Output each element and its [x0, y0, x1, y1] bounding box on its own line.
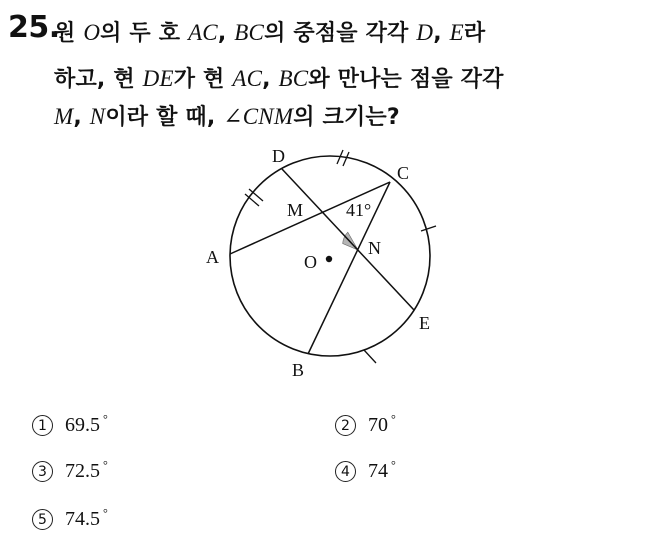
- text-segment: 와 만나는 점을 각각: [308, 67, 504, 92]
- circle-diagram: [190, 138, 460, 388]
- choice-3[interactable]: [32, 458, 108, 483]
- text-segment: 의 두 호: [100, 21, 189, 46]
- math-symbol: M: [54, 104, 74, 129]
- point-label-o: O: [304, 252, 317, 272]
- choice-5[interactable]: [32, 506, 108, 531]
- choice-value: 74: [368, 460, 388, 482]
- text-segment: 가 현: [173, 67, 233, 92]
- choice-4[interactable]: [335, 458, 396, 483]
- math-symbol: BC: [234, 20, 265, 45]
- choice-marker: 5: [32, 509, 53, 530]
- text-segment: 라: [463, 21, 486, 46]
- point-label-a: A: [206, 247, 219, 267]
- angle-label: 41°: [346, 200, 372, 220]
- text-segment: 하고, 현: [54, 67, 143, 92]
- choice-marker: 3: [32, 461, 53, 482]
- point-label-n: N: [368, 238, 381, 258]
- choice-2[interactable]: [335, 412, 396, 437]
- question-line-2: [54, 62, 504, 93]
- math-symbol: DE: [142, 66, 174, 91]
- degree-sign: °: [391, 412, 396, 426]
- question-line-1: [54, 16, 485, 47]
- math-symbol: D: [416, 20, 434, 45]
- chord-de: [282, 169, 414, 310]
- math-symbol: CNM: [242, 104, 294, 129]
- text-segment: 의 중점을 각각: [264, 21, 417, 46]
- text-segment: ,: [433, 21, 450, 46]
- choice-value: 70: [368, 414, 388, 436]
- math-symbol: BC: [278, 66, 309, 91]
- choice-value: 69.5: [65, 414, 100, 436]
- problem-number: 25.: [8, 10, 60, 45]
- math-symbol: O: [83, 20, 101, 45]
- choice-value: 72.5: [65, 460, 100, 482]
- choice-marker: 1: [32, 415, 53, 436]
- point-label-m: M: [287, 200, 304, 220]
- text-segment: ,: [217, 21, 235, 46]
- text-segment: 의 크기는?: [293, 105, 400, 130]
- text-segment: 이라 할 때,: [105, 105, 224, 130]
- choice-1[interactable]: [32, 412, 108, 437]
- text-segment: 원: [54, 21, 84, 46]
- choice-marker: 4: [335, 461, 356, 482]
- point-label-e: E: [419, 313, 430, 333]
- degree-sign: °: [103, 458, 108, 472]
- math-symbol: AC: [188, 20, 218, 45]
- point-label-d: D: [272, 146, 285, 166]
- text-segment: ,: [262, 67, 279, 92]
- degree-sign: °: [391, 458, 396, 472]
- choice-value: 74.5: [65, 508, 100, 530]
- center-point: [326, 256, 332, 262]
- degree-sign: °: [103, 506, 108, 520]
- choice-marker: 2: [335, 415, 356, 436]
- tick-mark-eb: [364, 350, 376, 363]
- point-label-b: B: [292, 360, 305, 380]
- angle-symbol: ∠: [223, 104, 243, 129]
- text-segment: ,: [73, 105, 90, 130]
- tick-mark-dc: [343, 152, 349, 166]
- math-symbol: E: [449, 20, 464, 45]
- point-label-c: C: [397, 163, 410, 183]
- degree-sign: °: [103, 412, 108, 426]
- math-symbol: N: [89, 104, 106, 129]
- math-symbol: AC: [232, 66, 263, 91]
- tick-mark-ce: [421, 226, 436, 231]
- circle-figure: [190, 138, 460, 388]
- question-line-3: [54, 100, 400, 131]
